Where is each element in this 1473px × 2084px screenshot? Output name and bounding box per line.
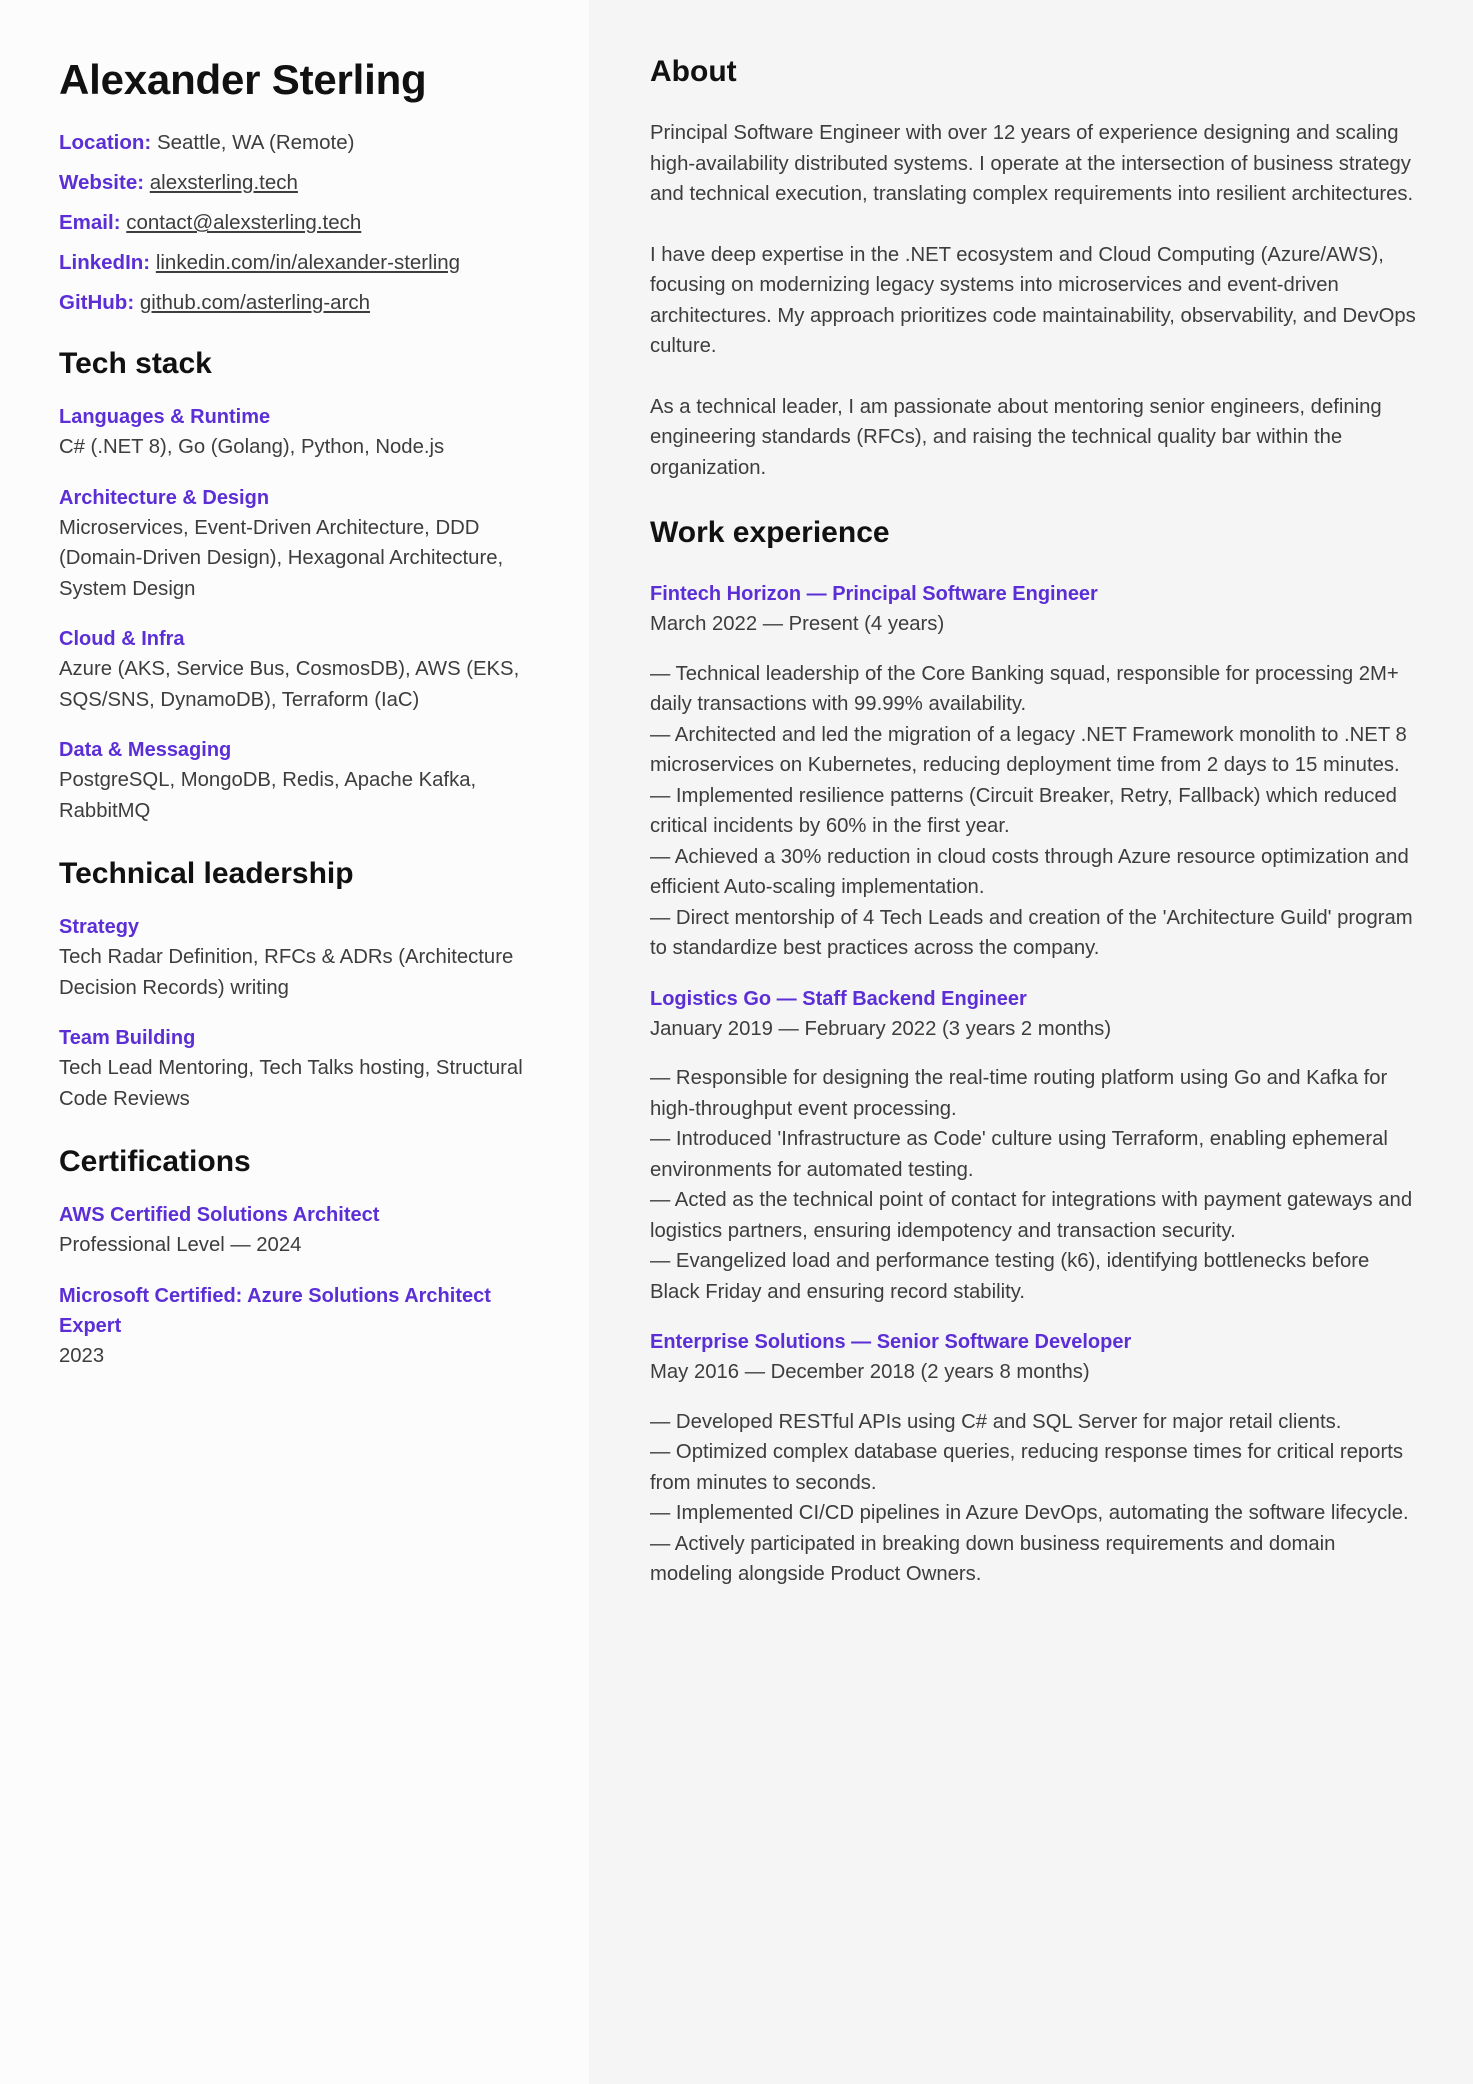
- job-bullet: — Direct mentorship of 4 Tech Leads and creation of the 'Architecture Guild' program to standardize best practices across the company.: [650, 906, 1413, 959]
- job-bullet: — Architected and led the migration of a legacy .NET Framework monolith to .NET 8 microservices on Kubernetes, reducing deployment time from 2 days to 15 minutes.: [650, 723, 1407, 776]
- contact-label: Location:: [59, 131, 152, 154]
- job-entry: [650, 579, 1418, 964]
- job-title: Enterprise Solutions — Senior Software Developer: [650, 1331, 1132, 1353]
- about-paragraph: Principal Software Engineer with over 12 years of experience designing and scaling high-availability distributed systems. I operate at the intersection of business strategy and technical execution, translating complex requirements into resilient architectures.: [650, 122, 1414, 205]
- leadership-group-text: Tech Lead Mentoring, Tech Talks hosting, Structural Code Reviews: [59, 1057, 523, 1110]
- tech-stack-heading: Tech stack: [59, 347, 212, 380]
- certification-detail: Professional Level — 2024: [59, 1234, 302, 1256]
- contact-label: LinkedIn:: [59, 251, 151, 274]
- contact-github: [59, 290, 539, 316]
- leadership-group-text: Tech Radar Definition, RFCs & ADRs (Architecture Decision Records) writing: [59, 946, 514, 999]
- contact-email: [59, 210, 539, 236]
- job-bullet: — Responsible for designing the real-time routing platform using Go and Kafka for high-throughput event processing.: [650, 1067, 1388, 1120]
- leadership-group: [59, 1023, 539, 1114]
- job-bullet: — Actively participated in breaking down business requirements and domain modeling alongside Product Owners.: [650, 1532, 1336, 1585]
- skill-group-title: Data & Messaging: [59, 739, 232, 761]
- job-dates: March 2022 — Present (4 years): [650, 613, 945, 635]
- job-title: Fintech Horizon — Principal Software Engineer: [650, 583, 1098, 605]
- skill-group-text: PostgreSQL, MongoDB, Redis, Apache Kafka, RabbitMQ: [59, 769, 477, 822]
- certification-detail: 2023: [59, 1344, 105, 1367]
- contact-label: Website:: [59, 171, 145, 194]
- location-value: Seattle, WA (Remote): [156, 131, 355, 154]
- job-dates: January 2019 — February 2022 (3 years 2 months): [650, 1017, 1112, 1040]
- skill-group: [59, 402, 539, 463]
- leadership-group-title: Team Building: [59, 1027, 196, 1049]
- candidate-name: Alexander Sterling: [59, 56, 427, 103]
- leadership-group: [59, 912, 539, 1003]
- contact-label: GitHub:: [59, 291, 135, 314]
- about-paragraph: I have deep expertise in the .NET ecosystem and Cloud Computing (Azure/AWS), focusing on modernizing legacy systems into microservices and event-driven architectures. My approach prioritizes code maintainability, observability, and DevOps culture.: [650, 243, 1416, 357]
- job-entry: [650, 1327, 1418, 1590]
- job-bullet: — Acted as the technical point of contact for integrations with payment gateways and logistics partners, ensuring idempotency and transaction security.: [650, 1189, 1413, 1242]
- about-heading: About: [650, 55, 737, 88]
- skill-group-text: Microservices, Event-Driven Architecture, DDD (Domain-Driven Design), Hexagonal Architecture, System Design: [59, 516, 504, 600]
- skill-group-text: Azure (AKS, Service Bus, CosmosDB), AWS (EKS, SQS/SNS, DynamoDB), Terraform (IaC): [59, 658, 520, 711]
- skill-group: [59, 624, 539, 715]
- skill-group-text: C# (.NET 8), Go (Golang), Python, Node.js: [59, 436, 445, 458]
- job-bullet: — Implemented CI/CD pipelines in Azure DevOps, automating the software lifecycle.: [650, 1502, 1409, 1524]
- certifications-heading: Certifications: [59, 1145, 251, 1178]
- linkedin-link[interactable]: linkedin.com/in/alexander-sterling: [155, 251, 461, 274]
- certification-item: [59, 1281, 539, 1372]
- contact-label: Email:: [59, 211, 121, 234]
- skill-group-title: Cloud & Infra: [59, 628, 185, 650]
- job-bullet: — Implemented resilience patterns (Circuit Breaker, Retry, Fallback) which reduced critical incidents by 60% in the first year.: [650, 784, 1397, 837]
- contact-linkedin: [59, 250, 539, 276]
- skill-group: [59, 735, 539, 826]
- job-dates: May 2016 — December 2018 (2 years 8 months): [650, 1361, 1090, 1383]
- skill-group: [59, 483, 539, 605]
- job-entry: [650, 984, 1418, 1308]
- skill-group-title: Languages & Runtime: [59, 406, 271, 428]
- job-bullet: — Achieved a 30% reduction in cloud costs through Azure resource optimization and efficient Auto-scaling implementation.: [650, 845, 1409, 898]
- contact-location: [59, 130, 539, 156]
- certification-item: [59, 1200, 539, 1261]
- website-link[interactable]: alexsterling.tech: [149, 171, 298, 194]
- contact-list: [59, 130, 539, 316]
- certification-title: AWS Certified Solutions Architect: [59, 1204, 380, 1226]
- job-bullet: — Evangelized load and performance testing (k6), identifying bottlenecks before Black Friday and ensuring record stability.: [650, 1250, 1370, 1303]
- job-bullet: — Optimized complex database queries, reducing response times for critical reports from minutes to seconds.: [650, 1441, 1403, 1494]
- left-column: [0, 0, 589, 2084]
- leadership-heading: Technical leadership: [59, 857, 354, 890]
- email-link[interactable]: contact@alexsterling.tech: [126, 211, 362, 234]
- job-title: Logistics Go — Staff Backend Engineer: [650, 987, 1027, 1010]
- right-column: [589, 0, 1473, 2084]
- skill-group-title: Architecture & Design: [59, 486, 270, 509]
- contact-website: [59, 170, 539, 196]
- job-bullet: — Developed RESTful APIs using C# and SQL Server for major retail clients.: [650, 1410, 1342, 1433]
- work-experience-heading: Work experience: [650, 516, 890, 549]
- certification-title: Microsoft Certified: Azure Solutions Architect Expert: [59, 1284, 491, 1337]
- about-paragraph: As a technical leader, I am passionate about mentoring senior engineers, defining engineering standards (RFCs), and raising the technical quality bar within the organization.: [650, 395, 1382, 479]
- github-link[interactable]: github.com/asterling-arch: [139, 291, 371, 314]
- job-bullet: — Technical leadership of the Core Banking squad, responsible for processing 2M+ daily transactions with 99.99% availability.: [650, 662, 1399, 715]
- job-bullet: — Introduced 'Infrastructure as Code' culture using Terraform, enabling ephemeral environments for automated testing.: [650, 1128, 1388, 1181]
- leadership-group-title: Strategy: [59, 916, 140, 938]
